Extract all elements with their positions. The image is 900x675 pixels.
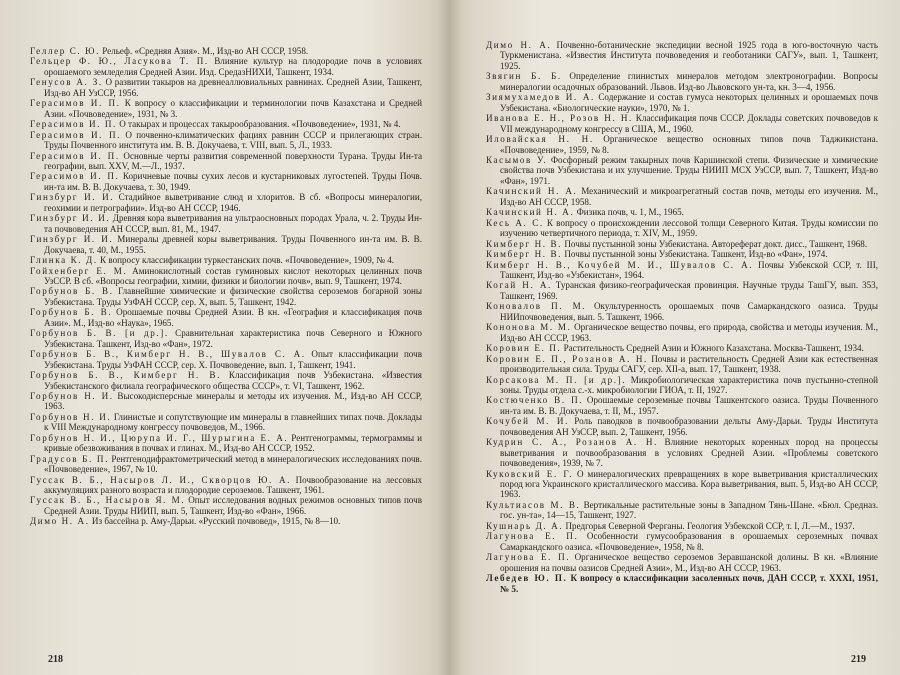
entry-text: Влияние некоторых коренных пород на процессы выветривания и почвообразования в условиях Средней Азии. «Проблемы советского почвоведения», 1939, № 7. xyxy=(500,437,878,469)
entry-author: Герасимов И. П. xyxy=(30,171,120,182)
entry-author: Гельцер Ф. Ю., Ласукова Т. П. xyxy=(30,56,209,67)
entry-author: Коровин Е. П. xyxy=(486,343,562,354)
entry-author: Горбунов Б. В. [и др.]. xyxy=(30,328,169,339)
entry-author: Коровин Е. П., Розанов А. Н. xyxy=(486,353,648,364)
entry-text: Аминокислотный состав гуминовых кислот некоторых целинных почв УзССР. В сб. «Вопросы географии, химии, физики и биологии почв», вып. 9, Ташкент, 1974. xyxy=(44,265,422,286)
bibliography-entry xyxy=(30,516,422,526)
entry-text: Вертикальные растительные зоны в Западном Тянь-Шане. «Бюл. Средназ. гос. ун-та», 14—15, Ташкент, 1927. xyxy=(500,499,878,521)
entry-text: Коричневые почвы сухих лесов и кустарниковых лугостепей. Труды Почв. ин-та им. В. В. Докучаева, т. 30, 1949. xyxy=(44,171,422,192)
entry-author: Горбунов Н. И. xyxy=(30,411,112,422)
bibliography-entry xyxy=(486,500,878,521)
bibliography-entry xyxy=(486,343,878,353)
bibliography-entry xyxy=(486,573,878,594)
bibliography-entry xyxy=(486,40,878,71)
bibliography-entry xyxy=(486,301,878,322)
bibliography-entry xyxy=(30,255,422,265)
entry-text: Почвообразование на лессовых аккумуляциях разного возраста и плодородие сероземов. Ташкент, 1961. xyxy=(44,474,422,496)
bibliography-entry xyxy=(30,495,422,516)
entry-author: Кимберг Н. В., Кочубей М. И., Шувалов С. А. xyxy=(486,259,754,270)
entry-author: Горбунов Б. В. xyxy=(30,307,113,318)
entry-author: Димо Н. А. xyxy=(30,516,90,527)
entry-author: Герасимов И. П. xyxy=(30,129,122,140)
bibliography-entry xyxy=(30,171,422,192)
entry-author: Костюченко В. П. xyxy=(486,395,584,406)
entry-text: Орошаемые сероземные почвы Ташкентского оазиса. Труды Почвенного ин-та им. В. В. Докучаева, т. II, М., 1957. xyxy=(500,395,878,416)
entry-text: Сравнительная характеристика почв Северного и Южного Узбекистана. Ташкент, Изд-во «Фан», 1972. xyxy=(44,328,422,349)
bibliography-entry xyxy=(486,71,878,92)
entry-text: Органическое вещество основных типов почв Таджикистана. «Почвоведение», 1959, № 8. xyxy=(500,134,878,155)
bibliography-entry xyxy=(486,531,878,552)
entry-author: Кудрин С. А., Розанов А. Н. xyxy=(486,437,658,448)
entry-text: Почвы и растительность Средней Азии как естественная производительная сила. Труды САГУ, сер. XII-а, вып. 17, Ташкент, 1938. xyxy=(500,353,878,375)
entry-author: Качинский Н. А. xyxy=(486,207,575,218)
entry-author: Кесь А. С. xyxy=(486,217,544,228)
bibliography-entry xyxy=(30,266,422,287)
entry-author: Касымов У. xyxy=(486,154,548,165)
bibliography-entry xyxy=(30,370,422,391)
entry-text: Микробиологическая характеристика почв пустынно-степной зоны. Труды отдела с.-х. микробиологии ГИОА, т. II, 1927. xyxy=(500,374,878,395)
entry-author: Кимберг Н. В. xyxy=(486,238,563,249)
bibliography-entry xyxy=(30,475,422,496)
bibliography-entry xyxy=(30,151,422,172)
entry-author: Иванова Е. Н., Розов Н. Н. xyxy=(486,113,633,124)
bibliography-entry xyxy=(30,433,422,454)
page-number-left: 218 xyxy=(48,654,63,665)
bibliography-entry xyxy=(30,454,422,475)
bibliography-entry xyxy=(30,56,422,77)
entry-text: Почвы пустынной зоны Узбекистана. Ташкент, Изд-во «Фан», 1974. xyxy=(562,249,828,260)
entry-author: Лагунова Е. П. xyxy=(486,531,579,542)
entry-text: К вопросу о происхождении лессовой толщи Северного Китая. Труды комиссии по изучению четвертичного периода, т. XIV, М., 1959. xyxy=(500,217,878,239)
bibliography-entry xyxy=(30,349,422,370)
entry-text: Из бассейна р. Аму-Дарьи. «Русский почвовед», 1915, № 8—10. xyxy=(89,516,341,527)
entry-text: Предгорья Северной Ферганы. Геология Узбекской ССР, т. I, Л.—М., 1937. xyxy=(563,520,855,531)
bibliography-entry xyxy=(486,416,878,437)
bibliography-entry xyxy=(486,395,878,416)
bibliography-entry xyxy=(30,98,422,119)
entry-author: Градусов Б. П. xyxy=(30,453,109,464)
entry-author: Когай Н. А. xyxy=(486,280,552,291)
entry-author: Герасимов И. П. xyxy=(30,119,117,130)
entry-author: Горбунов Б. В., Кимберг Н. В. xyxy=(30,370,221,381)
entry-text: Классификация почв Узбекистана. «Известия Узбекистанского филиала географического общества СССР», т. VI, Ташкент, 1962. xyxy=(44,370,422,391)
entry-author: Кушнарь Д. А. xyxy=(486,520,564,531)
bibliography-entry xyxy=(486,218,878,239)
bibliography-entry xyxy=(30,130,422,151)
entry-text: Растительность Средней Азии и Южного Казахстана. Москва-Ташкент, 1934. xyxy=(561,343,864,354)
bibliography-entry xyxy=(486,155,878,186)
bibliography-list-left xyxy=(30,46,422,527)
bibliography-entry xyxy=(30,328,422,349)
bibliography-entry xyxy=(30,213,422,234)
bibliography-entry xyxy=(30,119,422,129)
entry-author: Лагунова Е. П. xyxy=(486,552,571,563)
entry-text: Высокодисперсные минералы и методы их изучения. М., Изд-во АН СССР, 1963. xyxy=(44,390,422,412)
entry-text: Органическое вещество почвы, его природа, свойства и методы изучения. М., Изд-во АН СССР, 1963. xyxy=(500,322,878,343)
bibliography-entry xyxy=(486,239,878,249)
entry-text: Глинистые и сопутствующие им минералы в главнейших типах почв. Доклады к VIII Международному конгрессу почвоведов, М., 1966. xyxy=(44,411,423,433)
entry-text: Органическое вещество сероземов Зеравшанской долины. В кн. «Влияние орошения на почвы оазисов Средней Азии», М., Изд-во АН СССР, 1963. xyxy=(500,552,878,573)
entry-text: Древняя кора выветривания на ультраосновных породах Урала, ч. 2. Труды Ин-та почвоведения АН СССР, вып. 81, М., 1947. xyxy=(44,213,423,234)
entry-text: Содержание и состав гумуса некоторых целинных и орошаемых почв Узбекистана. «Биологические науки», 1970, № 1. xyxy=(500,92,878,113)
bibliography-entry xyxy=(486,207,878,217)
entry-author: Качинский Н. А. xyxy=(486,186,578,197)
entry-text: Туранская физико-географическая провинция. Научные труды ТашГУ, вып. 353, Ташкент, 1969. xyxy=(500,280,878,301)
entry-text: О почвенно-климатических фациях равнин СССР и прилегающих стран. Труды Почвенного института им. В. В. Докучаева, т. VIII, вып. 5, Л., 1933. xyxy=(44,129,422,151)
entry-author: Иловайская Н. Н. xyxy=(486,134,594,145)
entry-text: Опыт исследования водных режимов основных типов почв Средней Азии. Труды НИИП, вып. 5, Ташкент, Изд-во «Фан», 1966. xyxy=(44,495,422,516)
bibliography-entry xyxy=(486,280,878,301)
entry-text: Окультуренность орошаемых почв Самаркандского оазиса. Труды НИИпочвоведения, вып. 5. Ташкент, 1966. xyxy=(500,301,878,322)
entry-author: Гинзбург И. И. xyxy=(30,213,111,224)
bibliography-entry xyxy=(486,521,878,531)
bibliography-entry xyxy=(486,260,878,281)
entry-text: К вопросу классификации туркестанских почв. «Почвоведение», 1909, № 4. xyxy=(97,255,395,266)
bibliography-entry xyxy=(30,77,422,98)
entry-text: Роль паводков в почвообразовании дельты Аму-Дарьи. Труды Института почвоведения АН УзССР, вып. 2, Ташкент, 1956. xyxy=(500,416,878,437)
entry-text: Стадийное выветривание слюд и хлоритов. В сб. «Вопросы минералогии, геохимии и петрографии». Изд-во АН СССР, 1946. xyxy=(44,192,423,213)
entry-author: Димо Н. А. xyxy=(486,40,552,50)
bibliography-entry xyxy=(486,186,878,207)
bibliography-entry xyxy=(486,469,878,500)
entry-text: Особенности гумусообразования в орошаемых сероземных почвах Самаркандского оазиса. «Почвоведение», 1958, № 8. xyxy=(500,531,878,552)
right-page xyxy=(450,0,900,675)
entry-author: Кононова М. М. xyxy=(486,322,572,333)
entry-text: Рельеф. «Средняя Азия». М., Изд-во АН СССР, 1958. xyxy=(99,46,309,56)
bibliography-entry xyxy=(486,354,878,375)
entry-author: Геллер С. Ю. xyxy=(30,46,100,56)
entry-text: Классификация почв СССР. Доклады советских почвоведов к VII международному конгрессу в США, М., 1960. xyxy=(500,113,878,134)
bibliography-entry xyxy=(486,113,878,134)
entry-author: Лебедев Ю. П. xyxy=(486,573,568,584)
entry-text: Основные черты развития современной поверхности Турана. Труды Ин-та географии, вып. XXV, М.—Л., 1937. xyxy=(44,150,422,171)
entry-author: Коновалов П. М. xyxy=(486,301,587,312)
entry-text: О развитии такыров на древнеаллювиальных равнинах. Средней Азии, Ташкент, Изд-во АН УзССР, 1956. xyxy=(44,77,422,98)
entry-text: Физика почв, ч. 1, М., 1965. xyxy=(574,207,684,218)
bibliography-entry xyxy=(486,322,878,343)
entry-author: Зиямухамедов И. А. xyxy=(486,92,595,103)
entry-author: Корсакова М. П. [и др.]. xyxy=(486,374,627,385)
bibliography-list-right xyxy=(486,40,878,594)
entry-text: Влияние культур на плодородие почв в условиях орошаемого земледелия Средней Азии. Изд. СредазНИХИ, Ташкент, 1934. xyxy=(44,56,422,77)
entry-text: Орошаемые почвы Средней Азии. В кн. «География и классификация почв Азии». М., Изд-во «Наука», 1965. xyxy=(44,307,422,328)
bibliography-entry xyxy=(30,391,422,412)
entry-author: Горбунов Б. В., Кимберг Н. В., Шувалов С. А. xyxy=(30,349,306,360)
entry-text: О такырах и процессах такырообразования. «Почвоведение», 1931, № 4. xyxy=(116,119,401,130)
entry-author: Куковский Е. Г. xyxy=(486,468,574,479)
entry-text: Рентгенодифрактометрический метод в минералогических исследованиях почв. «Почвоведение», 1967, № 10. xyxy=(44,453,422,475)
bibliography-entry xyxy=(30,192,422,213)
entry-author: Гинзбург И. И. xyxy=(30,192,115,203)
entry-author: Генусов А. З. xyxy=(30,77,103,88)
bibliography-entry xyxy=(30,46,422,56)
bibliography-entry xyxy=(30,234,422,255)
bibliography-entry xyxy=(486,92,878,113)
bibliography-entry xyxy=(30,307,422,328)
page-number-right: 219 xyxy=(851,654,866,665)
entry-author: Герасимов И. П. xyxy=(30,150,120,161)
entry-author: Герасимов И. П. xyxy=(30,98,121,109)
entry-text: Определение глинистых минералов методом электронографии. Вопросы минералогии осадочных образований. Львов. Изд-во Львовского ун-та, кн. 3—4, 1956. xyxy=(500,71,878,92)
entry-author: Глинка К. Д. xyxy=(30,255,98,266)
entry-author: Кочубей М. И. xyxy=(486,416,569,427)
entry-text: К вопросу о классификации засоленных почв, ДАН СССР, т. XXXI, 1951, № 5. xyxy=(500,573,878,594)
entry-author: Звягин Б. Б. xyxy=(486,71,562,82)
entry-text: Почвенно-ботанические экспедиции весной 1925 года в юго-восточную часть Туркменистана. «Известия Института почвоведения и геоботаники САГУ», вып. 1, Ташкент, 1925. xyxy=(500,40,878,71)
bibliography-entry xyxy=(486,134,878,155)
bibliography-entry xyxy=(486,437,878,468)
entry-author: Гойхенберг Е. М. xyxy=(30,265,128,276)
entry-text: Рентгенограммы, термограммы и кривые обезвоживания в почвах и глинах. М., Изд-во АН СССР, 1952. xyxy=(44,432,423,454)
entry-text: О минералогических превращениях в коре выветривания кристаллических пород юга Украинского кристаллического массива. Кора выветривания, вып. 5, Изд-во АН СССР, 1963. xyxy=(500,468,878,500)
entry-text: Опыт классификации почв Узбекистана. Труды УзФАН СССР, сер. X. Почвоведение, вып. 1, Ташкент, 1941. xyxy=(44,349,422,370)
entry-text: Механический и микроагрегатный состав почв, методы его изучения. М., Изд-во АН СССР, 1958. xyxy=(500,186,879,207)
entry-author: Культиасов М. В. xyxy=(486,499,581,510)
entry-author: Горбунов Б. В. xyxy=(30,286,114,297)
entry-text: Почвы Узбекской ССР, т. III, Ташкент, Изд-во «Узбекистан», 1964. xyxy=(500,259,878,280)
entry-author: Гинзбург И. И. xyxy=(30,234,114,245)
entry-author: Кимберг Н. В. xyxy=(486,249,563,260)
bibliography-entry xyxy=(486,552,878,573)
entry-text: Фосфорный режим такырных почв Каршинской степи. Физические и химические свойства почв Узбекистана и их улучшение. Труды НИИП МСХ УзССР, вып. 7, Ташкент, Изд-во «Фан», 1971. xyxy=(500,154,878,186)
entry-author: Горбунов Н. И. xyxy=(30,390,114,401)
bibliography-entry xyxy=(30,412,422,433)
entry-author: Гуссак В. Б., Насыров Л. И., Скворцов Ю. А. xyxy=(30,474,292,485)
entry-text: К вопросу о классификации и терминологии почв Казахстана и Средней Азии. «Почвоведение», 1931, № 3. xyxy=(44,98,422,119)
entry-author: Гуссак В. Б., Насыров Я. М. xyxy=(30,495,186,506)
bibliography-entry xyxy=(486,375,878,396)
entry-text: Минералы древней коры выветривания. Труды Почвенного ин-та им. В. В. Докучаева, т. 40, М., 1955. xyxy=(44,234,422,255)
bibliography-entry xyxy=(486,249,878,259)
entry-text: Почвы пустынной зоны Узбекистана. Автореферат докт. дисс., Ташкент, 1968. xyxy=(562,238,868,249)
bibliography-entry xyxy=(30,286,422,307)
entry-author: Горбунов Н. И., Цюрупа И. Г., Шурыгина Е. А. xyxy=(30,432,289,443)
entry-text: Главнейшие химические и физические свойства сероземов богарной зоны Узбекистана. Труды УзФАН СССР, сер. X, вып. 5, Ташкент, 1942. xyxy=(44,286,422,307)
